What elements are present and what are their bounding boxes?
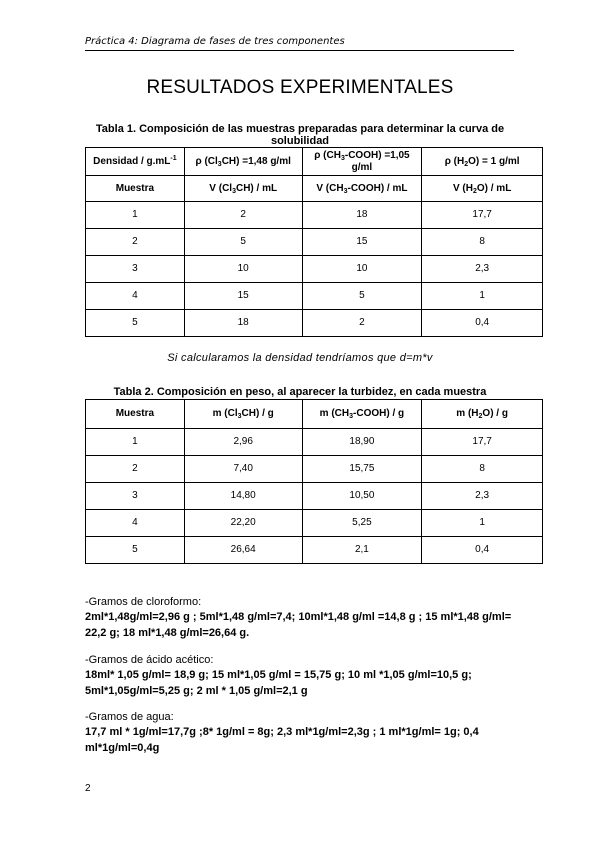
density-note: Si calcularamos la densidad tendríamos que d=m*v xyxy=(167,352,433,364)
header-v-cloroformo-cell: V $(Cl_3CH)$ / mL xyxy=(184,176,302,202)
table-row: 2 5 15 8 xyxy=(86,229,543,256)
page-title: RESULTADOS EXPERIMENTALES xyxy=(146,77,454,98)
table1-caption: Tabla 1. Composición de las muestras preparadas para determinar la curva de solubilidad xyxy=(95,123,505,147)
table-row: 1 2 18 17,7 xyxy=(86,202,543,229)
table-row: 5 18 2 0,4 xyxy=(86,310,543,337)
running-header: Práctica 4: Diagrama de fases de tres componentes xyxy=(85,36,514,51)
page-number: 2 xyxy=(85,783,91,794)
cloroformo-label: -Gramos de cloroformo: xyxy=(85,596,202,608)
header-m-agua-cell: m $(H_2O)$ / g xyxy=(422,400,543,429)
density-label-cell: Densidad / $g.mL^{-1}$ xyxy=(86,148,185,176)
agua-calculation: 17,7 ml * 1g/ml=17,7g ;8* 1g/ml = 8g; 2,3 ml*1g/ml=2,3g ; 1 ml*1g/ml= 1g; 0,4 ml*1g/ml=0,4g xyxy=(85,726,479,754)
density-agua-cell: ρ $(H_2O) = 1$ g/ml xyxy=(422,148,543,176)
table-row: 3 10 10 2,3 xyxy=(86,256,543,283)
table2-header-row xyxy=(86,400,543,429)
table-row: 5 26,64 2,1 0,4 xyxy=(86,537,543,564)
table2-caption: Tabla 2. Composición en peso, al aparecer la turbidez, en cada muestra xyxy=(113,386,487,398)
cloroformo-calculation: 2ml*1,48g/ml=2,96 g ; 5ml*1,48 g/ml=7,4; 10ml*1,48 g/ml =14,8 g ; 15 ml*1,48 g/ml= 22,2 g; 18 ml*1,48 g/ml=26,64 g. xyxy=(85,611,512,639)
table1-density-row xyxy=(86,148,543,176)
density-acetico-cell: ρ $(CH_3-COOH) =1,05$ g/ml xyxy=(302,148,422,176)
density-cloroformo-cell: ρ $(Cl_3CH) =1,48$ g/ml xyxy=(184,148,302,176)
table-row: 2 7,40 15,75 8 xyxy=(86,456,543,483)
table-row: 4 15 5 1 xyxy=(86,283,543,310)
header-m-cloroformo-cell: m $(Cl_3CH)$ / g xyxy=(184,400,302,429)
table-row: 3 14,80 10,50 2,3 xyxy=(86,483,543,510)
header-muestra-cell: Muestra xyxy=(86,176,185,202)
acetico-calculation: 18ml* 1,05 g/ml= 18,9 g; 15 ml*1,05 g/ml = 15,75 g; 10 ml *1,05 g/ml=10,5 g; 5ml*1,05g/ml=5,25 g; 2 ml * 1,05 g/ml=2,1 g xyxy=(85,669,472,697)
table1-header-row xyxy=(86,176,543,202)
acetico-label: -Gramos de ácido acético: xyxy=(85,654,214,666)
header-v-agua-cell: V $(H_2O)$ / mL xyxy=(422,176,543,202)
table2 xyxy=(85,399,543,564)
header-m-acetico-cell: m $(CH_3-COOH)$ / g xyxy=(302,400,422,429)
table-row: 4 22,20 5,25 1 xyxy=(86,510,543,537)
agua-label: -Gramos de agua: xyxy=(85,711,174,723)
table1 xyxy=(85,147,543,337)
table-row: 1 2,96 18,90 17,7 xyxy=(86,429,543,456)
header-muestra-cell: Muestra xyxy=(86,400,185,429)
header-v-acetico-cell: V $(CH_3-COOH)$ / mL xyxy=(302,176,422,202)
